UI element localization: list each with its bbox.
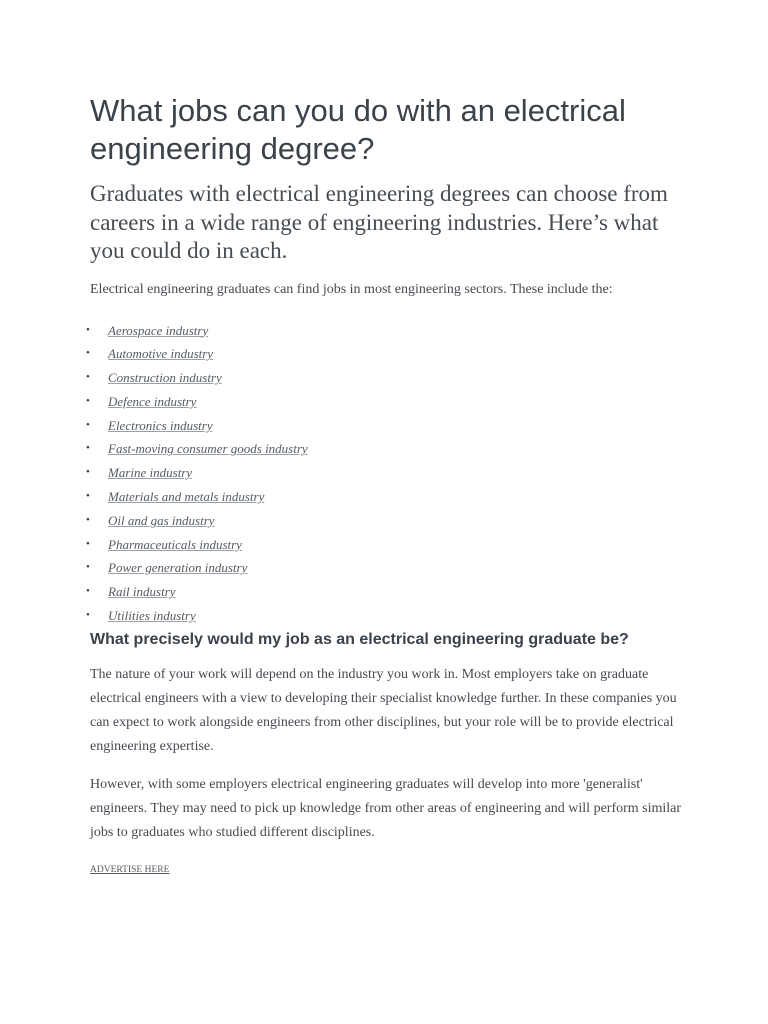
bullet-icon: • [86,490,90,503]
list-item [86,342,690,366]
list-item [86,509,690,533]
bullet-icon: • [86,442,90,455]
list-item [86,366,690,390]
industry-link[interactable]: Construction industry [108,370,222,386]
industry-link[interactable]: Power generation industry [108,560,248,576]
article-lede: Graduates with electrical engineering degrees can choose from careers in a wide range of engineering industries. Here’s what you could do in each. [90,181,668,263]
advertise-link[interactable]: ADVERTISE HERE [90,864,170,875]
bullet-icon: • [86,371,90,384]
bullet-icon: • [86,537,90,550]
industry-link[interactable]: Electronics industry [108,417,213,433]
bullet-icon: • [86,394,90,407]
list-item [86,485,690,509]
bullet-icon: • [86,323,90,336]
list-item [86,580,690,604]
industry-link[interactable]: Materials and metals industry [108,489,265,505]
industry-link[interactable]: Rail industry [108,584,176,600]
industry-link[interactable]: Marine industry [108,465,193,481]
list-item [86,604,690,628]
industry-link[interactable]: Oil and gas industry [108,512,215,528]
industry-link[interactable]: Automotive industry [108,346,214,362]
list-item [86,556,690,580]
list-item [86,414,690,438]
section-heading: What precisely would my job as an electrical engineering graduate be? [90,630,629,648]
list-item [86,390,690,414]
intro-paragraph: Electrical engineering graduates can find jobs in most engineering sectors. These include the: [90,281,613,297]
body-paragraph: The nature of your work will depend on the industry you work in. Most employers take on graduate electrical engineers with a view to developing their specialist knowledge further. In these companies you can expect to work alongside engineers from other disciplines, but your role will be to provide electrical engineering expertise. [90,666,677,754]
industry-link[interactable]: Defence industry [108,393,197,409]
list-item [86,461,690,485]
list-item [86,533,690,557]
bullet-icon: • [86,609,90,622]
bullet-icon: • [86,513,90,526]
bullet-icon: • [86,585,90,598]
body-paragraph: However, with some employers electrical engineering graduates will develop into more 'generalist' engineers. They may need to pick up knowledge from other areas of engineering and will perform similar jobs to graduates who studied different disciplines. [90,776,682,840]
list-item [86,437,690,461]
article [86,92,690,877]
list-item [86,319,690,343]
bullet-icon: • [86,466,90,479]
bullet-icon: • [86,418,90,431]
industry-link[interactable]: Fast-moving consumer goods industry [108,441,308,457]
page-title: What jobs can you do with an electrical engineering degree? [90,93,626,166]
industry-link[interactable]: Pharmaceuticals industry [108,536,242,552]
industry-list [86,319,690,628]
bullet-icon: • [86,561,90,574]
industry-link[interactable]: Aerospace industry [108,322,209,338]
bullet-icon: • [86,347,90,360]
industry-link[interactable]: Utilities industry [108,608,196,624]
